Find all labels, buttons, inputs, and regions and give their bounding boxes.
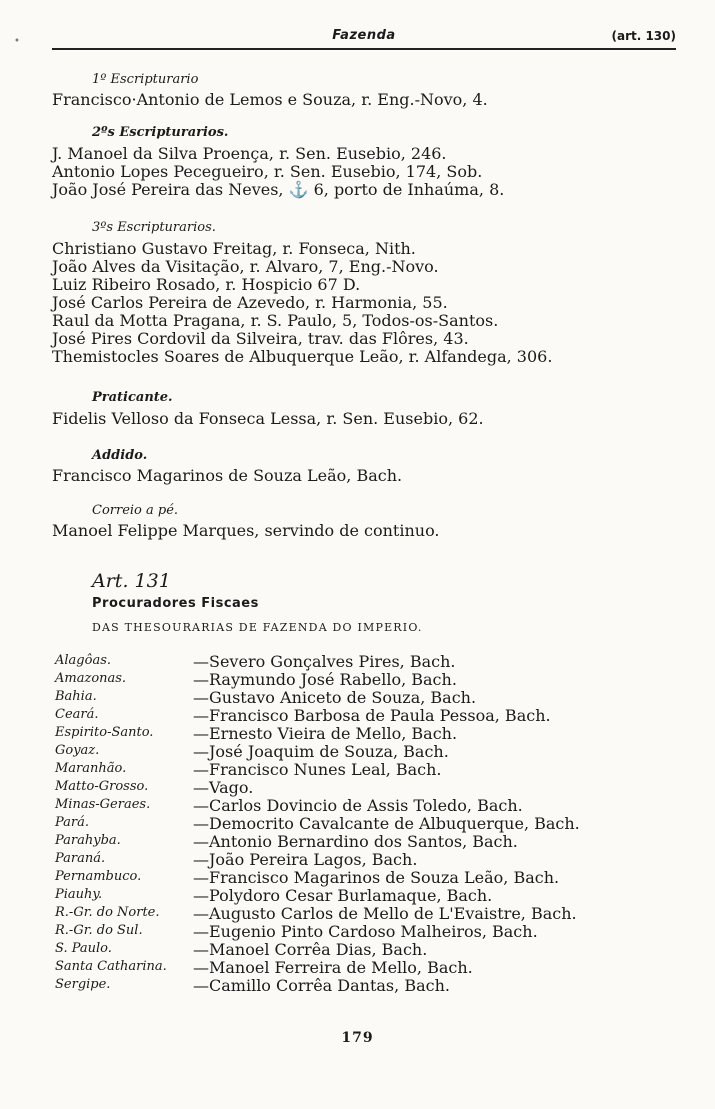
list-item [55,706,695,724]
header-rule [52,48,676,50]
officer-name: —Raymundo José Rabello, Bach. [193,670,457,689]
list-item [55,940,695,958]
list-item [55,742,695,760]
officer-name: —Vago. [193,778,254,797]
role-trainee: Praticante. [92,390,173,405]
officer-name: —Francisco Barbosa de Paula Pessoa, Bach. [193,706,551,725]
state-name: Bahia. [55,689,97,704]
officer-name: —Severo Gonçalves Pires, Bach. [193,652,456,671]
entry-line: Manoel Felippe Marques, servindo de continuo. [52,521,440,540]
state-name: Sergipe. [55,977,111,992]
list-item [55,904,695,922]
state-name: Goyaz. [55,743,100,758]
fiscal-attorneys-list [55,652,695,994]
running-header [52,28,676,48]
officer-name: —Camillo Corrêa Dantas, Bach. [193,976,450,995]
list-item [55,652,695,670]
state-name: Amazonas. [55,671,127,686]
header-title: Fazenda [332,28,396,43]
officer-name: —João Pereira Lagos, Bach. [193,850,418,869]
list-item [55,868,695,886]
officer-name: —Francisco Magarinos de Souza Leão, Bach. [193,868,560,887]
state-name: Parahyba. [55,833,121,848]
entry-line: Raul da Motta Pragana, r. S. Paulo, 5, Todos-os-Santos. [52,311,499,330]
state-name: Ceará. [55,707,99,722]
role-third-clerks: 3ºs Escripturarios. [92,220,216,235]
officer-name: —Antonio Bernardino dos Santos, Bach. [193,832,518,851]
entry-line: Francisco·Antonio de Lemos e Souza, r. Eng.-Novo, 4. [52,90,488,109]
list-item [55,958,695,976]
list-item [55,796,695,814]
state-name: Paraná. [55,851,106,866]
role-first-clerk: 1º Escripturario [92,72,199,87]
officer-name: —Manoel Ferreira de Mello, Bach. [193,958,473,977]
officer-name: —Manoel Corrêa Dias, Bach. [193,940,428,959]
role-second-clerks: 2ºs Escripturarios. [92,125,229,140]
state-name: R.-Gr. do Norte. [55,905,160,920]
officer-name: —Democrito Cavalcante de Albuquerque, Bach. [193,814,580,833]
entry-line: José Carlos Pereira de Azevedo, r. Harmonia, 55. [52,293,448,312]
list-item [55,760,695,778]
list-item [55,724,695,742]
entry-line: João José Pereira das Neves, ⚓ 6, porto de Inhaúma, 8. [52,180,505,199]
officer-name: —Ernesto Vieira de Mello, Bach. [193,724,458,743]
entry-line: Antonio Lopes Pecegueiro, r. Sen. Eusebio, 174, Sob. [52,162,483,181]
entry-line: Luiz Ribeiro Rosado, r. Hospicio 67 D. [52,275,361,294]
officer-name: —Gustavo Aniceto de Souza, Bach. [193,688,477,707]
state-name: Piauhy. [55,887,103,902]
list-item [55,814,695,832]
entry-line: Themistocles Soares de Albuquerque Leão, r. Alfandega, 306. [52,347,553,366]
margin-mark: • [14,36,20,47]
list-item [55,886,695,904]
state-name: Espirito-Santo. [55,725,154,740]
list-item [55,922,695,940]
officer-name: —Augusto Carlos de Mello de L'Evaistre, Bach. [193,904,577,923]
state-name: Alagôas. [55,653,111,668]
entry-line: Fidelis Velloso da Fonseca Lessa, r. Sen. Eusebio, 62. [52,409,484,428]
state-name: Matto-Grosso. [55,779,149,794]
state-name: Pará. [55,815,90,830]
state-name: S. Paulo. [55,941,112,956]
article-heading: Art. 131 [92,570,171,592]
officer-name: —Eugenio Pinto Cardoso Malheiros, Bach. [193,922,538,941]
state-name: Minas-Geraes. [55,797,151,812]
entry-line: João Alves da Visitação, r. Alvaro, 7, Eng.-Novo. [52,257,439,276]
officer-name: —José Joaquim de Souza, Bach. [193,742,449,761]
entry-line: José Pires Cordovil da Silveira, trav. das Flôres, 43. [52,329,469,348]
list-item [55,778,695,796]
state-name: Pernambuco. [55,869,142,884]
role-foot-courier: Correio a pé. [92,503,179,518]
page-number: 179 [341,1030,374,1046]
role-attache: Addido. [92,448,148,463]
state-name: R.-Gr. do Sul. [55,923,143,938]
list-item [55,670,695,688]
officer-name: —Francisco Nunes Leal, Bach. [193,760,442,779]
section-subtitle: DAS THESOURARIAS DE FAZENDA DO IMPERIO. [92,621,423,634]
entry-line: Francisco Magarinos de Souza Leão, Bach. [52,466,403,485]
state-name: Santa Catharina. [55,959,167,974]
state-name: Maranhão. [55,761,127,776]
list-item [55,688,695,706]
officer-name: —Carlos Dovincio de Assis Toledo, Bach. [193,796,523,815]
list-item [55,850,695,868]
section-title: Procuradores Fiscaes [92,596,259,611]
entry-line: J. Manoel da Silva Proença, r. Sen. Eusebio, 246. [52,144,447,163]
entry-line: Christiano Gustavo Freitag, r. Fonseca, Nith. [52,239,416,258]
list-item [55,832,695,850]
header-article-reference: (art. 130) [611,29,676,43]
officer-name: —Polydoro Cesar Burlamaque, Bach. [193,886,493,905]
list-item [55,976,695,994]
